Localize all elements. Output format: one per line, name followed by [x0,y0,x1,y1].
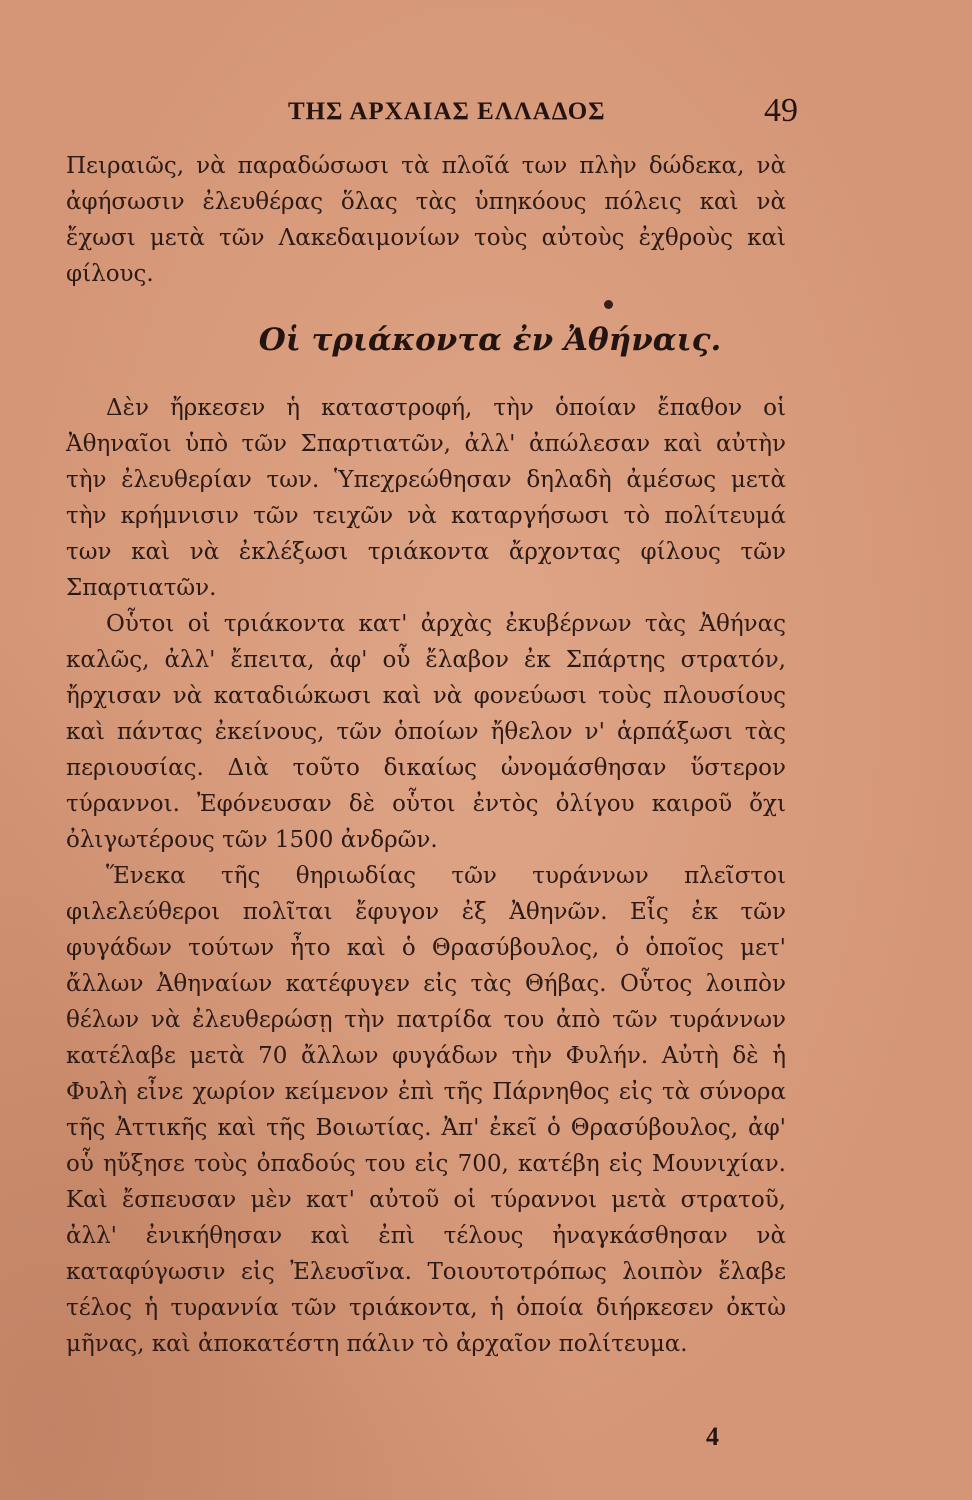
body-paragraph-1: Δὲν ἤρκεσεν ἡ καταστροφή, τὴν ὁποίαν ἔπαθον οἱ Ἀθηναῖοι ὑπὸ τῶν Σπαρτιατῶν, ἀλλ' ἀπώλεσαν καὶ αὐτὴν τὴν ἐλευθερίαν των. Ὑπεχρεώθησαν δηλαδὴ ἀμέσως μετὰ τὴν κρήμνισιν τῶν τειχῶν νὰ καταργήσωσι τὸ πολίτευμά των καὶ νὰ ἐκλέξωσι τριάκοντα ἄρχοντας φίλους τῶν Σπαρτιατῶν. [66,395,786,601]
text-block-body [66,390,786,1362]
continuation-paragraph: Πειραιῶς, νὰ παραδώσωσι τὰ πλοῖά των πλὴν δώδεκα, νὰ ἀφήσωσιν ἐλευθέρας ὅλας τὰς ὑπηκόους πόλεις καὶ νὰ ἔχωσι μετὰ τῶν Λακεδαιμονίων τοὺς αὐτοὺς ἐχθροὺς καὶ φίλους. [66,153,786,287]
ink-speck [604,300,613,309]
body-paragraph-2: Οὗτοι οἱ τριάκοντα κατ' ἀρχὰς ἐκυβέρνων τὰς Ἀθήνας καλῶς, ἀλλ' ἔπειτα, ἀφ' οὗ ἔλαβον ἐκ Σπάρτης στρατόν, ἤρχισαν νὰ καταδιώκωσι καὶ νὰ φονεύωσι τοὺς πλουσίους καὶ πάντας ἐκείνους, τῶν ὁποίων ἤθελον ν' ἁρπάξωσι τὰς περιουσίας. Διὰ τοῦτο δικαίως ὠνομάσθησαν ὕστερον τύραννοι. Ἐφόνευσαν δὲ οὗτοι ἐντὸς ὀλίγου καιροῦ ὄχι ὀλιγωτέρους τῶν 1500 ἀνδρῶν. [66,611,786,853]
body-paragraph-3: Ἕνεκα τῆς θηριωδίας τῶν τυράννων πλεῖστοι φιλελεύθεροι πολῖται ἔφυγον ἐξ Ἀθηνῶν. Εἷς ἐκ τῶν φυγάδων τούτων ἦτο καὶ ὁ Θρασύβουλος, ὁ ὁποῖος μετ' ἄλλων Ἀθηναίων κατέφυγεν εἰς τὰς Θήβας. Οὗτος λοιπὸν θέλων νὰ ἐλευθερώσῃ τὴν πατρίδα του ἀπὸ τῶν τυράννων κατέλαβε μετὰ 70 ἄλλων φυγάδων τὴν Φυλήν. Αὐτὴ δὲ ἡ Φυλὴ εἶνε χωρίον κείμενον ἐπὶ τῆς Πάρνηθος εἰς τὰ σύνορα τῆς Ἀττικῆς καὶ τῆς Βοιωτίας. Ἀπ' ἐκεῖ ὁ Θρασύβουλος, ἀφ' οὗ ηὔξησε τοὺς ὀπαδούς του εἰς 700, κατέβη εἰς Μουνιχίαν. Καὶ ἔσπευσαν μὲν κατ' αὐτοῦ οἱ τύραννοι μετὰ στρατοῦ, ἀλλ' ἐνικήθησαν καὶ ἐπὶ τέλους ἠναγκάσθησαν νὰ καταφύγωσιν εἰς Ἐλευσῖνα. Τοιουτοτρόπως λοιπὸν ἔλαβε τέλος ἡ τυραννία τῶν τριάκοντα, ἡ ὁποία διήρκεσεν ὀκτὼ μῆνας, καὶ ἀποκατέστη πάλιν τὸ ἀρχαῖον πολίτευμα. [66,863,786,1357]
text-block-top [66,148,786,292]
signature-mark: 4 [706,1422,719,1451]
page-header [0,92,972,132]
running-title: ΤΗΣ ΑΡΧΑΙΑΣ ΕΛΛΑΔΟΣ [288,98,606,125]
page-number: 49 [764,92,798,129]
section-heading: Οἱ τριάκοντα ἐν Ἀθήναις. [258,322,722,358]
